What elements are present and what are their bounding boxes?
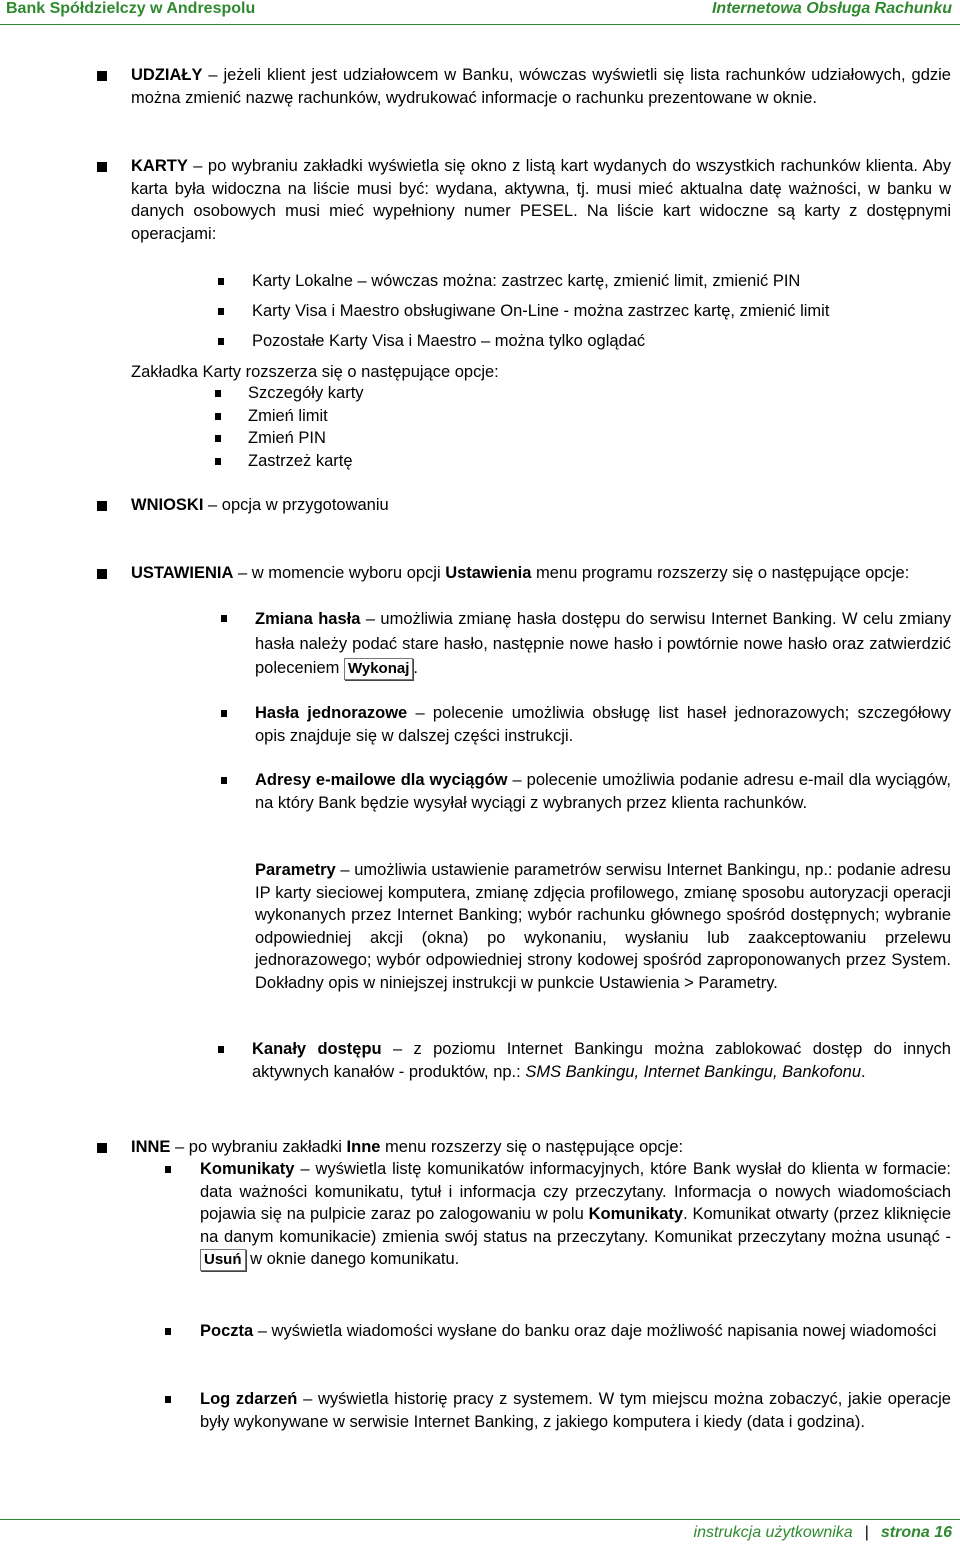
card-type-item: Pozostałe Karty Visa i Maestro – można tylko oglądać — [252, 332, 646, 350]
footer-label: instrukcja użytkownika — [693, 1524, 853, 1541]
header-divider — [0, 24, 960, 25]
log-zdarzen-text: – wyświetla historię pracy z systemem. W tym miejscu można zobaczyć, jakie operacje były wykonywane w serwisie Internet Banking, z jakiego komputera i kiedy (data i godzina). — [200, 1390, 951, 1431]
square-bullet-icon — [97, 71, 107, 81]
document-title: Internetowa Obsługa Rachunku — [711, 0, 952, 17]
usun-button[interactable]: Usuń — [200, 1249, 246, 1271]
udzialy-text: – jeżeli klient jest udziałowcem w Banku, wówczas wyświetli się lista rachunków udziałowych, gdzie można zmienić nazwę rachunków, wydrukować informacje o rachunku prezentowane w oknie. — [131, 66, 951, 107]
option-parametry — [255, 859, 951, 995]
page-footer — [694, 1524, 952, 1542]
option-log-zdarzen — [200, 1388, 951, 1433]
option-adresy-email — [255, 769, 951, 814]
section-karty — [131, 155, 951, 245]
small-square-bullet-icon — [215, 413, 221, 420]
bank-name: Bank Spółdzielczy w Andrespolu — [6, 0, 256, 17]
poczta-text: – wyświetla wiadomości wysłane do banku oraz daje możliwość napisania nowej wiadomości — [253, 1322, 937, 1340]
karty-option: Zmień limit — [248, 407, 328, 425]
small-square-bullet-icon — [215, 435, 221, 442]
term-log-zdarzen: Log zdarzeń — [200, 1390, 298, 1408]
small-square-bullet-icon — [218, 1046, 224, 1053]
term-zmiana-hasla: Zmiana hasła — [255, 610, 361, 628]
section-inne — [131, 1136, 951, 1159]
term-inne-inline: Inne — [346, 1138, 381, 1156]
square-bullet-icon — [97, 162, 107, 172]
small-square-bullet-icon — [165, 1328, 171, 1335]
term-adresy-email: Adresy e-mailowe dla wyciągów — [255, 771, 508, 789]
hasla-jednorazowe-text: – polecenie umożliwia obsługę list haseł jednorazowych; szczegółowy opis znajduje się w dalszej części instrukcji. — [255, 704, 951, 745]
wykonaj-button[interactable]: Wykonaj — [344, 658, 413, 680]
karty-tab-intro: Zakładka Karty rozszerza się o następujące opcje: — [131, 363, 499, 381]
kanaly-dostepu-end: . — [861, 1062, 866, 1081]
small-square-bullet-icon — [215, 390, 221, 397]
small-square-bullet-icon — [218, 308, 224, 315]
footer-separator: | — [864, 1524, 869, 1541]
term-hasla-jednorazowe: Hasła jednorazowe — [255, 704, 408, 722]
small-square-bullet-icon — [218, 338, 224, 345]
small-square-bullet-icon — [221, 615, 227, 622]
ustawienia-text-b: menu programu rozszerzy się o następujące opcje: — [531, 564, 910, 582]
small-square-bullet-icon — [221, 777, 227, 784]
footer-divider — [0, 1519, 960, 1520]
term-komunikaty: Komunikaty — [200, 1160, 295, 1178]
page-number: strona 16 — [880, 1524, 952, 1541]
term-udzialy: UDZIAŁY — [131, 66, 203, 84]
option-kanaly-dostepu — [252, 1038, 951, 1083]
card-type-item: Karty Visa i Maestro obsługiwane On-Line - można zastrzec kartę, zmienić limit — [252, 302, 830, 320]
term-wnioski: WNIOSKI — [131, 496, 204, 514]
komunikaty-end: w oknie danego komunikatu. — [245, 1250, 460, 1269]
term-kanaly-dostepu: Kanały dostępu — [252, 1040, 382, 1058]
term-komunikaty-inline: Komunikaty — [588, 1205, 684, 1224]
komunikaty-text: – wyświetla listę komunikatów informacyjnych, które Bank wysłał do klienta w formacie: data ważności komunikatu, tytuł i informacja czy przeczytany. Informacja o nowych wiadomościach pojawia się na pulpicie zaraz po zalogowaniu w polu — [200, 1160, 951, 1224]
kanaly-dostepu-text: – z poziomu Internet Bankingu można zablokować dostęp do innych aktywnych kanałów - produktów, np.: — [252, 1040, 951, 1081]
term-ustawienia-inline: Ustawienia — [445, 564, 532, 582]
section-udzialy — [131, 64, 951, 109]
option-poczta — [200, 1320, 951, 1343]
karty-text: – po wybraniu zakładki wyświetla się okno z listą kart wydanych do wszystkich rachunków klienta. Aby karta była widoczna na liście musi być: wydana, aktywna, tj. musi mieć aktualna datę ważności, w banku w danych osobowych musi mieć wypełniony numer PESEL. Na liście kart widoczne są karty z dostępnymi operacjami: — [131, 157, 951, 243]
option-zmiana-hasla — [255, 607, 951, 681]
square-bullet-icon — [97, 569, 107, 579]
small-square-bullet-icon — [221, 710, 227, 717]
term-parametry: Parametry — [255, 861, 336, 879]
parametry-text: – umożliwia ustawienie parametrów serwisu Internet Bankingu, np.: podanie adresu IP karty sieciowej komputera, zmianę zdjęcia profilowego, zmianę sposobu autoryzacji operacji wykonanych przez Internet Banking; wybór rachunku głównego spośród dostępnych; wybranie odpowiedniej akcji (okna) po wykonaniu, wysłaniu lub zaakceptowaniu przelewu jednorazowego; wybór odpowiedniej strony kodowej spośród zaproponowanych przez System. Dokładny opis w niniejszej instrukcji w punkcie Ustawienia > Parametry. — [255, 861, 951, 992]
adresy-email-text: – polecenie umożliwia podanie adresu e-mail dla wyciągów, na który Bank będzie wysyłał wyciągi z wybranych przez klienta rachunków. — [255, 771, 951, 812]
option-komunikaty — [200, 1158, 951, 1271]
page-header — [0, 0, 960, 24]
karty-option: Zmień PIN — [248, 429, 326, 447]
small-square-bullet-icon — [165, 1166, 171, 1173]
option-hasla-jednorazowe — [255, 702, 951, 747]
square-bullet-icon — [97, 1143, 107, 1153]
karty-option: Zastrzeż kartę — [248, 452, 353, 470]
term-poczta: Poczta — [200, 1322, 254, 1340]
card-type-item: Karty Lokalne – wówczas można: zastrzec kartę, zmienić limit, zmienić PIN — [252, 272, 801, 290]
section-wnioski — [131, 494, 951, 517]
square-bullet-icon — [97, 501, 107, 511]
term-ustawienia: USTAWIENIA — [131, 564, 234, 582]
term-inne: INNE — [131, 1138, 171, 1156]
inne-text-a: – po wybraniu zakładki — [170, 1138, 347, 1156]
komunikaty-text-2: . Komunikat otwarty (przez kliknięcie na danym komunikacie) zmienia swój status na przeczytany. Komunikat przeczytany można usunąć - — [200, 1205, 951, 1246]
kanaly-dostepu-channels: SMS Bankingu, Internet Bankingu, Bankofonu — [525, 1062, 862, 1081]
karty-option: Szczegóły karty — [248, 384, 364, 402]
zmiana-hasla-text: – umożliwia zmianę hasła dostępu do serwisu Internet Banking. W celu zmiany hasła należy podać stare hasło, następnie nowe hasło i powtórnie nowe hasło oraz zatwierdzić poleceniem — [255, 610, 952, 677]
ustawienia-text-a: – w momencie wyboru opcji — [233, 564, 446, 582]
small-square-bullet-icon — [165, 1396, 171, 1403]
zmiana-hasla-end: . — [413, 659, 418, 677]
small-square-bullet-icon — [218, 278, 224, 285]
small-square-bullet-icon — [215, 458, 221, 465]
section-ustawienia — [131, 562, 951, 585]
term-karty: KARTY — [131, 157, 188, 175]
wnioski-text: – opcja w przygotowaniu — [203, 496, 389, 514]
inne-text-b: menu rozszerzy się o następujące opcje: — [380, 1138, 684, 1156]
